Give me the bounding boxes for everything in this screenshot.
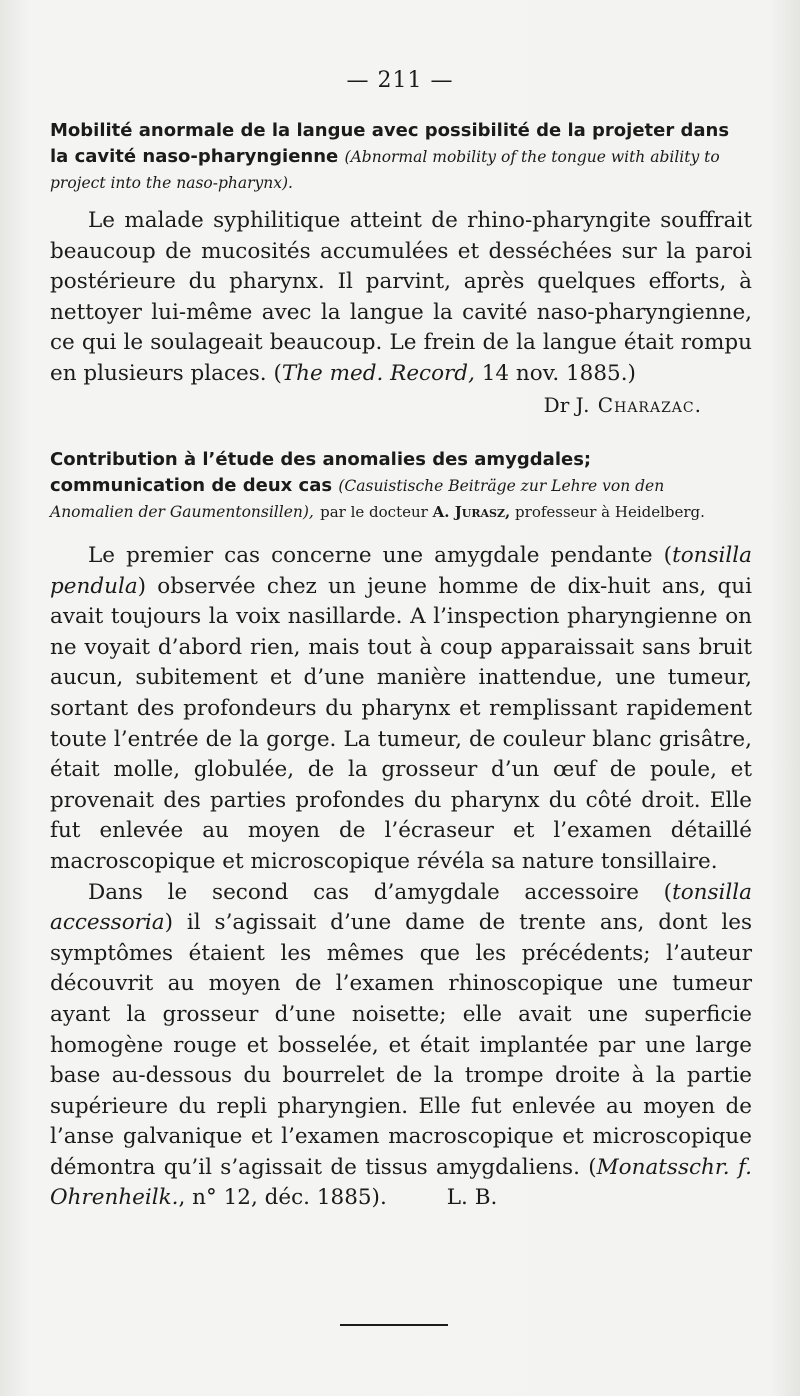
article-2-title-german: (Casuistische Beiträge zur Lehre von den Anomalien der Gaumentonsillen), <box>50 477 665 521</box>
article-1 <box>50 118 752 420</box>
byline-prefix: par le docteur <box>320 503 428 521</box>
p1-lead: Le premier cas concerne une amygdale pendante ( <box>88 543 673 568</box>
article-2-title: Contribution à l’étude des anomalies des amygdales; communication de deux cas <box>50 449 592 496</box>
article-1-body <box>50 206 752 390</box>
article-2-paragraph-1 <box>50 541 752 878</box>
article-2-citation-date: , n° 12, déc. 1885). <box>178 1185 387 1211</box>
author-title: Dr <box>543 392 570 417</box>
article-1-author: J. Charazac. <box>575 392 702 417</box>
article-1-title: Mobilité anormale de la langue avec possibilité de la projeter dans la cavité naso-pharyngienne <box>50 120 730 167</box>
article-1-heading <box>50 118 752 196</box>
article-2-initials: L. B. <box>446 1185 498 1211</box>
article-1-signature <box>50 390 752 420</box>
article-1-citation-date: 14 nov. 1885.) <box>474 360 636 386</box>
article-2-byline <box>320 503 705 521</box>
article-2-body <box>50 541 752 1214</box>
article-2-affiliation: professeur à Heidelberg. <box>515 503 705 521</box>
article-1-title-english: (Abnormal mobility of the tongue with ability to project into the naso-pharynx). <box>50 148 720 192</box>
article-2-heading <box>50 447 752 525</box>
end-rule <box>340 1324 448 1326</box>
article-2-paragraph-2 <box>50 878 752 1215</box>
p2-text: ) il s’agissait d’une dame de trente ans, dont les symptômes étaient les mêmes que les précédents; l’auteur découvrit au moyen de l’examen rhinoscopique une tumeur ayant la grosseur d’une noisette; elle avait une superficie homogène rouge et bosselée, et était implantée par une large base au-dessous du bourrelet de la trompe droite à la partie supérieure du repli pharyngien. Elle fut enlevée au moyen de l’anse galvanique et l’examen macroscopique et microscopique démontra qu’il s’agissait de tissus amygdaliens. ( <box>50 910 752 1180</box>
article-2-citation: Monatsschr. f. Ohrenheilk. <box>50 1154 752 1211</box>
article-2 <box>50 447 752 1214</box>
article-2-author: A. Jurasz, <box>432 503 511 521</box>
article-1-paragraph <box>50 206 752 390</box>
page-number: — 211 — <box>346 68 454 93</box>
article-1-text: Le malade syphilitique atteint de rhino-pharyngite souffrait beaucoup de mucosités accumulées et desséchées sur la paroi postérieure du pharynx. Il parvint, après quelques efforts, à nettoyer lui-même avec la langue la cavité naso-pharyngienne, ce qui le soulageait beaucoup. Le frein de la langue était rompu en plusieurs places. ( <box>50 208 752 386</box>
p1-term: tonsilla pendula <box>50 543 752 599</box>
p2-term: tonsilla accessoria <box>50 879 752 936</box>
p1-text: ) observée chez un jeune homme de dix-huit ans, qui avait toujours la voix nasillarde. A l’inspection pharyngienne on ne voyait d’abord rien, mais tout à coup apparaissait sans bruit aucun, subitement et d’une manière inattendue, une tumeur, sortant des profondeurs du pharynx et remplissant rapidement toute l’entrée de la gorge. La tumeur, de couleur blanc grisâtre, était molle, globulée, de la grosseur d’un œuf de poule, et provenait des parties profondes du pharynx du côté droit. Elle fut enlevée au moyen de l’écraseur et l’examen détaillé macroscopique et microscopique révéla sa nature tonsillaire. <box>50 573 752 874</box>
article-1-citation: The med. Record, <box>281 360 475 386</box>
p2-lead: Dans le second cas d’amygdale accessoire ( <box>88 879 673 905</box>
